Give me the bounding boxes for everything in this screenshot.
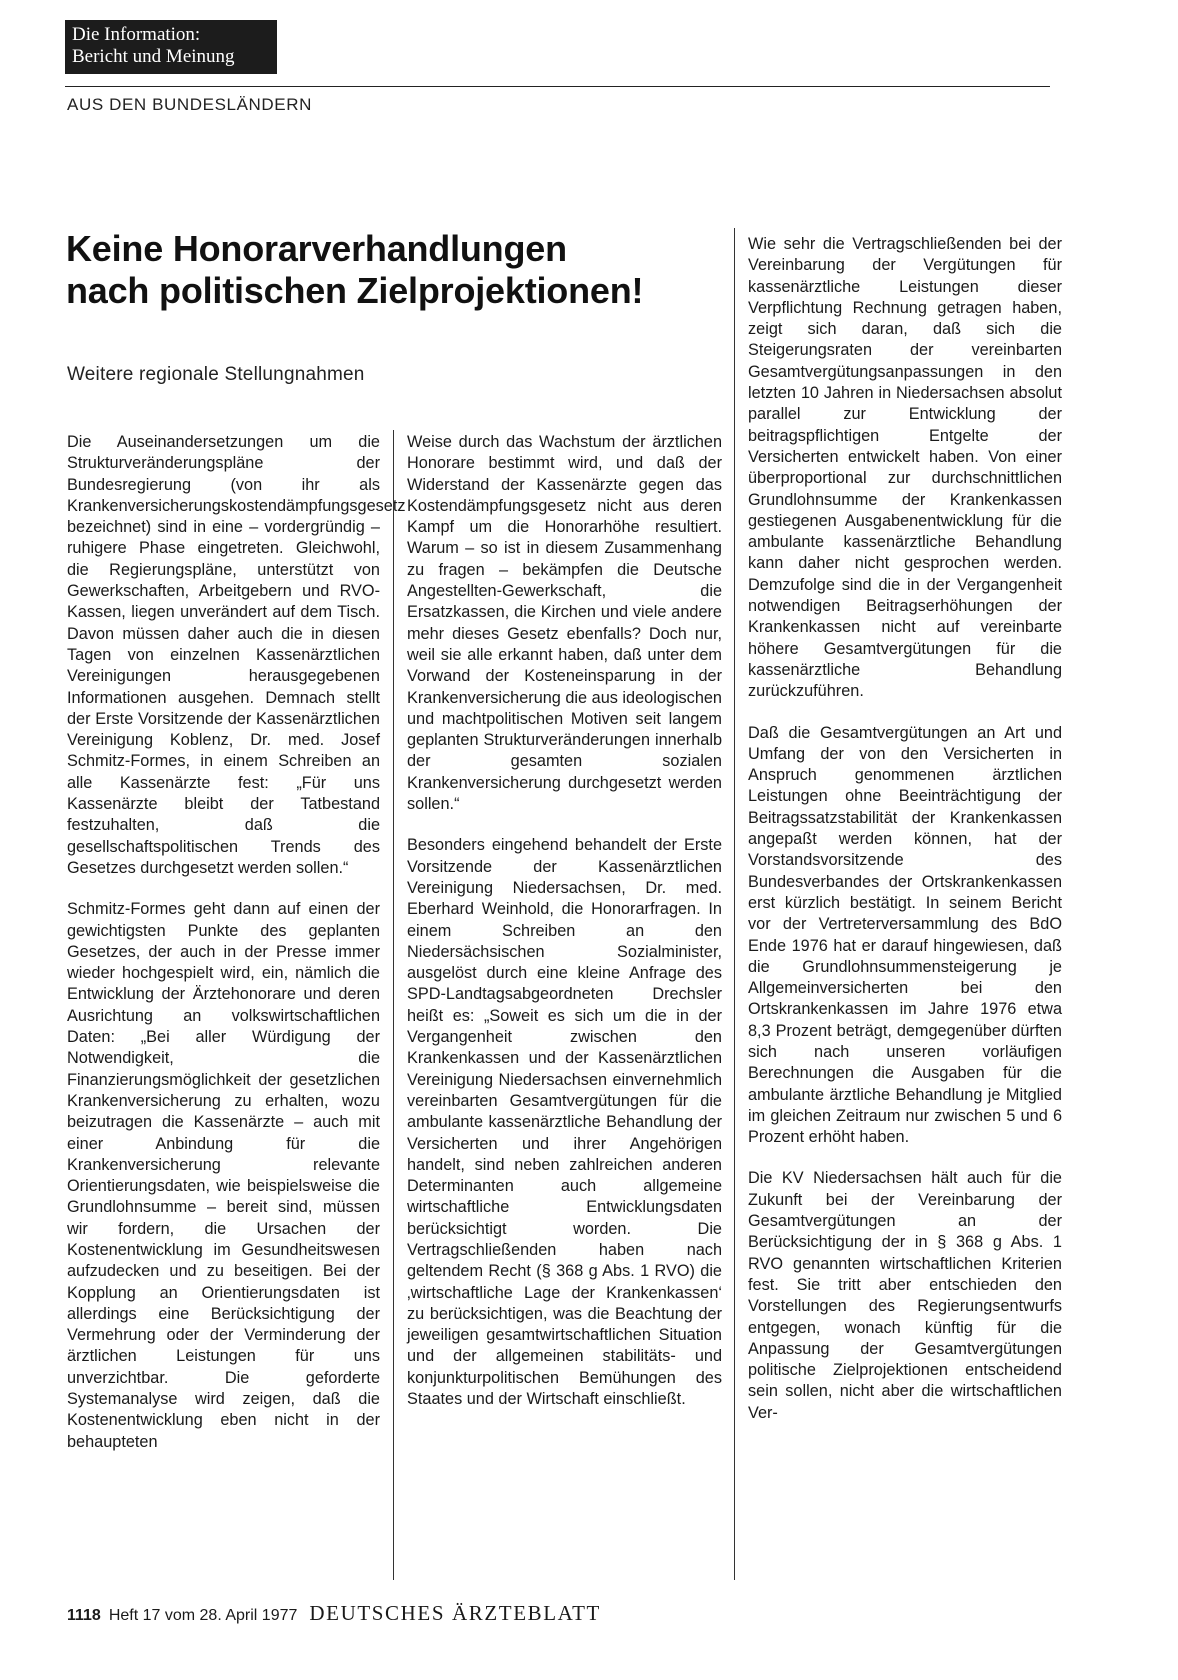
column-divider	[393, 430, 394, 1580]
journal-title: DEUTSCHES ÄRZTEBLATT	[309, 1601, 601, 1625]
rubric-line-1: Die Information:	[72, 24, 201, 45]
headline-line-1: Keine Honorarverhandlungen	[66, 228, 567, 269]
article-subtitle: Weitere regionale Stellungnahmen	[67, 364, 365, 385]
rubric-line-2: Bericht und Meinung	[72, 46, 235, 67]
header-rule	[65, 86, 1050, 87]
issue-info: Heft 17 vom 28. April 1977	[108, 1607, 298, 1624]
article-headline	[66, 228, 706, 312]
paragraph: Wie sehr die Vertragschließenden bei der Vereinbarung der Vergütungen für kassenärztliche Leistungen dieser Verpflichtung Rechnung getragen haben, zeigt sich daran, daß sich die Steigerungsraten der vereinbarten Gesamtvergütungsanpassungen in den letzten 10 Jahren in Niedersachsen absolut parallel zur Entwicklung der beitragspflichtigen Entgelte der Versicherten entwickelt haben. Von einer überproportional zur durchschnittlichen Grundlohnsumme der Krankenkassen gestiegenen Ausgabenentwicklung für die ambulante kassenärztliche Behandlung kann daher nicht gesprochen werden. Demzufolge sind die in der Vergangenheit notwendigen Beitragserhöhungen der Krankenkassen nicht auf vereinbarte höhere Gesamtvergütungen für die kassenärztliche Behandlung zurückzuführen.	[748, 235, 1062, 701]
text-column-3	[748, 234, 1062, 1424]
section-label: AUS DEN BUNDESLÄNDERN	[67, 95, 312, 114]
paragraph: Daß die Gesamtvergütungen an Art und Umfang der von den Versicherten in Anspruch genommenen ärztlichen Leistungen ohne Beeinträchtigung der Beitragssatzstabilität der Krankenkassen angepaßt werden können, hat der Vorstandsvorsitzende des Bundesverbandes der Ortskrankenkassen erst kürzlich bestätigt. In seinem Bericht vor der Vertreterversammlung des BdO Ende 1976 hat er darauf hingewiesen, daß die Grundlohnsummensteigerung je Allgemeinversicherten bei den Ortskrankenkassen im Jahre 1976 etwa 8,3 Prozent beträgt, demgegenüber dürften sich nach unseren vorläufigen Berechnungen die Ausgaben für die ambulante ärztliche Behandlung je Mitglied im gleichen Zeitraum nur zwischen 5 und 6 Prozent erhöht haben.	[748, 723, 1062, 1147]
headline-line-2: nach politischen Zielprojektionen!	[66, 270, 644, 311]
text-column-2	[407, 432, 722, 1410]
page-footer	[67, 1601, 601, 1626]
paragraph: Die Auseinandersetzungen um die Strukturveränderungspläne der Bundesregierung (von ihr als Krankenversicherungskostendämpfungsgesetz bezeichnet) sind in eine – vordergründig – ruhigere Phase eingetreten. Gleichwohl, die Regierungspläne, unterstützt von Gewerkschaften, Arbeitgebern und RVO-Kassen, liegen unverändert auf dem Tisch. Davon müssen daher auch die in diesen Tagen von einzelnen Kassenärztlichen Vereinigungen herausgegebenen Informationen ausgehen. Demnach stellt der Erste Vorsitzende der Kassenärztlichen Vereinigung Koblenz, Dr. med. Josef Schmitz-Formes, in einem Schreiben an alle Kassenärzte fest: „Für uns Kassenärzte bleibt der Tatbestand festzuhalten, daß die gesellschaftspolitischen Trends des Gesetzes durchgesetzt werden sollen.“	[67, 433, 406, 877]
paragraph: Weise durch das Wachstum der ärztlichen Honorare bestimmt wird, und daß der Widerstand der Kassenärzte gegen das Kostendämpfungsgesetz nicht aus deren Kampf um die Honorarhöhe resultiert. Warum – so ist in diesem Zusammenhang zu fragen – bekämpfen die Deutsche Angestellten-Gewerkschaft, die Ersatzkassen, die Kirchen und viele andere mehr dieses Gesetz ebenfalls? Doch nur, weil sie alle erkannt haben, daß unter dem Vorwand der Kosteneinsparung in der Krankenversicherung die aus ideologischen und machtpolitischen Motiven seit langem geplanten Strukturveränderungen innerhalb der gesamten sozialen Krankenversicherung durchgesetzt werden sollen.“	[407, 433, 722, 814]
page-number: 1118	[67, 1607, 101, 1624]
paragraph: Schmitz-Formes geht dann auf einen der gewichtigsten Punkte des geplanten Gesetzes, der auch in der Presse immer wieder hochgespielt wird, ein, nämlich die Entwicklung der Ärztehonorare und deren Ausrichtung an volkswirtschaftlichen Daten: „Bei aller Würdigung der Notwendigkeit, die Finanzierungsmöglichkeit der gesetzlichen Krankenversicherung zu erhalten, wozu beizutragen die Kassenärzte – auch mit einer Anbindung für die Krankenversicherung relevante Orientierungsdaten, wie beispielsweise die Grundlohnsumme – bereit sind, müssen wir fordern, die Ursachen der Kostenentwicklung im Gesundheitswesen aufzudecken und zu beseitigen. Bei der Kopplung an Orientierungsdaten ist allerdings eine Berücksichtigung der Vermehrung oder der Verminderung der ärztlichen Leistungen für uns unverzichtbar. Die geforderte Systemanalyse wird zeigen, daß die Kostenentwicklung eben nicht in der behaupteten	[67, 900, 380, 1451]
text-column-1	[67, 432, 406, 1453]
column-divider	[734, 228, 735, 1580]
paragraph: Besonders eingehend behandelt der Erste Vorsitzende der Kassenärztlichen Vereinigung Niedersachsen, Dr. med. Eberhard Weinhold, die Honorarfragen. In einem Schreiben an den Niedersächsischen Sozialminister, ausgelöst durch eine kleine Anfrage des SPD-Landtagsabgeordneten Drechsler heißt es: „Soweit es sich um die in der Vergangenheit zwischen den Krankenkassen und der Kassenärztlichen Vereinigung Niedersachsen einvernehmlich vereinbarten Gesamtvergütungen für die ambulante kassenärztliche Behandlung der Versicherten und ihrer Angehörigen handelt, sind neben zahlreichen anderen Determinanten auch allgemeine wirtschaftliche Entwicklungsdaten berücksichtigt worden. Die Vertragschließenden haben nach geltendem Recht (§ 368 g Abs. 1 RVO) die ‚wirtschaftliche Lage der Krankenkassen‘ zu berücksichtigen, was die Beachtung der jeweiligen gesamtwirtschaftlichen Situation und der allgemeinen stabilitäts- und konjunkturpolitischen Bemühungen des Staates und der Wirtschaft einschließt.	[407, 836, 722, 1409]
paragraph: Die KV Niedersachsen hält auch für die Zukunft bei der Vereinbarung der Gesamtvergütungen an der Berücksichtigung der in § 368 g Abs. 1 RVO genannten wirtschaftlichen Kriterien fest. Sie tritt aber entschieden den Vorstellungen des Regierungsentwurfs entgegen, wonach künftig für die Anpassung der Gesamtvergütungen politische Zielprojektionen entscheidend sein sollen, nicht aber die wirtschaftlichen Ver-	[748, 1169, 1062, 1422]
rubric-badge	[65, 20, 277, 74]
